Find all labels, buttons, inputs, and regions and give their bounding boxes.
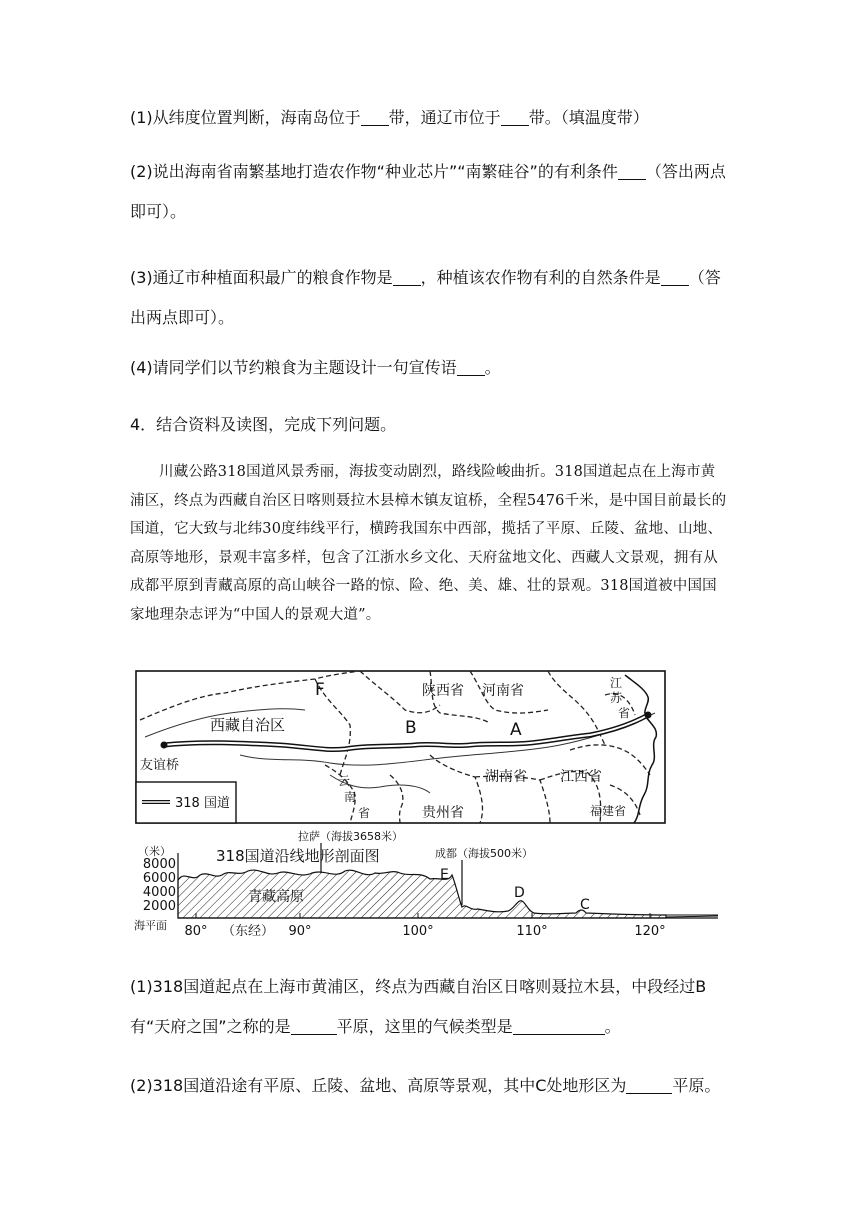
label-hunan: 湖南省 (485, 769, 527, 785)
xtick-120: 120° (634, 924, 666, 939)
label-fujian: 福建省 (590, 804, 627, 818)
route-318-figure (130, 665, 722, 945)
q4-heading: 4．结合资料及读图，完成下列问题。 (130, 415, 397, 434)
xaxis-note: （东经） (222, 924, 275, 939)
q3-sub4 (130, 348, 730, 388)
answer-blank[interactable] (513, 1016, 605, 1035)
label-jiangsu-2: 苏 (610, 691, 623, 705)
q3-sub1-text-c: 带。（填温度带） (528, 108, 649, 127)
label-guizhou: 贵州省 (422, 805, 464, 821)
xtick-90: 90° (288, 924, 312, 939)
chengdu-label: 成都（海拔500米） (435, 847, 533, 860)
answer-blank[interactable] (661, 267, 689, 286)
q4-sub1-text-b: 平原，这里的气候类型是 (336, 1017, 513, 1036)
label-jiangsu-3: 省 (618, 706, 631, 720)
answer-blank[interactable] (361, 107, 389, 126)
label-yunnan-3: 省 (358, 806, 371, 820)
label-jiangxi: 江西省 (560, 769, 602, 785)
label-henan: 河南省 (482, 683, 524, 699)
label-F: F (315, 680, 325, 700)
label-youyiqiao: 友谊桥 (140, 758, 180, 773)
xtick-100: 100° (402, 924, 434, 939)
plateau-label: 青藏高原 (248, 889, 304, 905)
ytick-2000: 2000 (142, 899, 176, 914)
map-legend (136, 782, 236, 823)
answer-blank[interactable] (291, 1016, 337, 1035)
q3-sub1-text-a: (1)从纬度位置判断，海南岛位于 (130, 108, 361, 127)
point-E: E (440, 867, 449, 883)
answer-blank[interactable] (501, 107, 529, 126)
q3-sub1 (130, 98, 730, 138)
point-D: D (514, 885, 525, 901)
label-xizang: 西藏自治区 (210, 716, 286, 734)
q3-sub3-text-c: （答出两点即可）。 (130, 268, 721, 327)
profile-unit: （米） (138, 845, 171, 858)
answer-blank[interactable] (457, 357, 485, 376)
q4-sub2-text-a: (2)318国道沿途有平原、丘陵、盆地、高原等景观，其中C处地形区为 (130, 1076, 627, 1095)
q3-sub4-text-a: (4)请同学们以节约粮食为主题设计一句宣传语 (130, 358, 457, 377)
label-shaanxi: 陕西省 (422, 683, 464, 699)
q4-sub1-text-c: 。 (604, 1017, 621, 1036)
sea-level-label: 海平面 (134, 919, 167, 932)
xtick-110: 110° (516, 924, 548, 939)
ytick-8000: 8000 (142, 857, 176, 872)
answer-blank[interactable] (393, 267, 421, 286)
label-A: A (510, 720, 522, 740)
q4-sub1 (130, 967, 730, 1047)
q3-sub2 (130, 152, 730, 232)
q3-sub2-text-b: （答出两点即可）。 (130, 162, 726, 221)
point-C: C (580, 897, 590, 913)
q3-sub2-text-a: (2)说出海南省南繁基地打造农作物“种业芯片”“南繁硅谷”的有利条件 (130, 162, 618, 181)
answer-blank[interactable] (626, 1075, 672, 1094)
q3-sub1-text-b: 带，通辽市位于 (388, 108, 501, 127)
q4-sub1-text-a: (1)318国道起点在上海市黄浦区，终点为西藏自治区日喀则聂拉木县，中段经过B有“天府之国”之称的是 (130, 977, 707, 1036)
ytick-6000: 6000 (142, 871, 176, 886)
legend-label: 318 国道 (175, 796, 230, 811)
label-yunnan-1: 云 (338, 774, 351, 788)
q3-sub3-text-b: ，种植该农作物有利的自然条件是 (420, 268, 661, 287)
label-jiangsu-1: 江 (610, 676, 623, 690)
ytick-4000: 4000 (142, 885, 176, 900)
q3-sub3 (130, 258, 730, 338)
label-yunnan-2: 南 (344, 790, 357, 804)
q4-sub2-text-b: 平原。 (672, 1076, 721, 1095)
answer-blank[interactable] (618, 161, 646, 180)
label-B: B (405, 718, 417, 738)
q3-sub4-text-b: 。 (484, 358, 501, 377)
lhasa-label: 拉萨（海拔3658米） (298, 830, 403, 843)
xtick-80: 80° (184, 924, 208, 939)
q4-passage: 川藏公路318国道风景秀丽，海拔变动剧烈，路线险峻曲折。318国道起点在上海市黄浦区，终点为西藏自治区日喀则聂拉木县樟木镇友谊桥，全程5476千米，是中国目前最长的国道，它大致与北纬30度纬线平行，横跨我国东中西部，揽括了平原、丘陵、盆地、山地、高原等地形，景观丰富多样，包含了江浙水乡文化、天府盆地文化、西藏人文景观，拥有从成都平原到青藏高原的高山峡谷一路的惊、险、绝、美、雄、壮的景观。318国道被中国国家地理杂志评为“中国人的景观大道”。 (130, 464, 727, 623)
q3-sub3-text-a: (3)通辽市种植面积最广的粮食作物是 (130, 268, 393, 287)
profile-title: 318国道沿线地形剖面图 (216, 847, 380, 865)
q4-sub2 (130, 1066, 730, 1106)
